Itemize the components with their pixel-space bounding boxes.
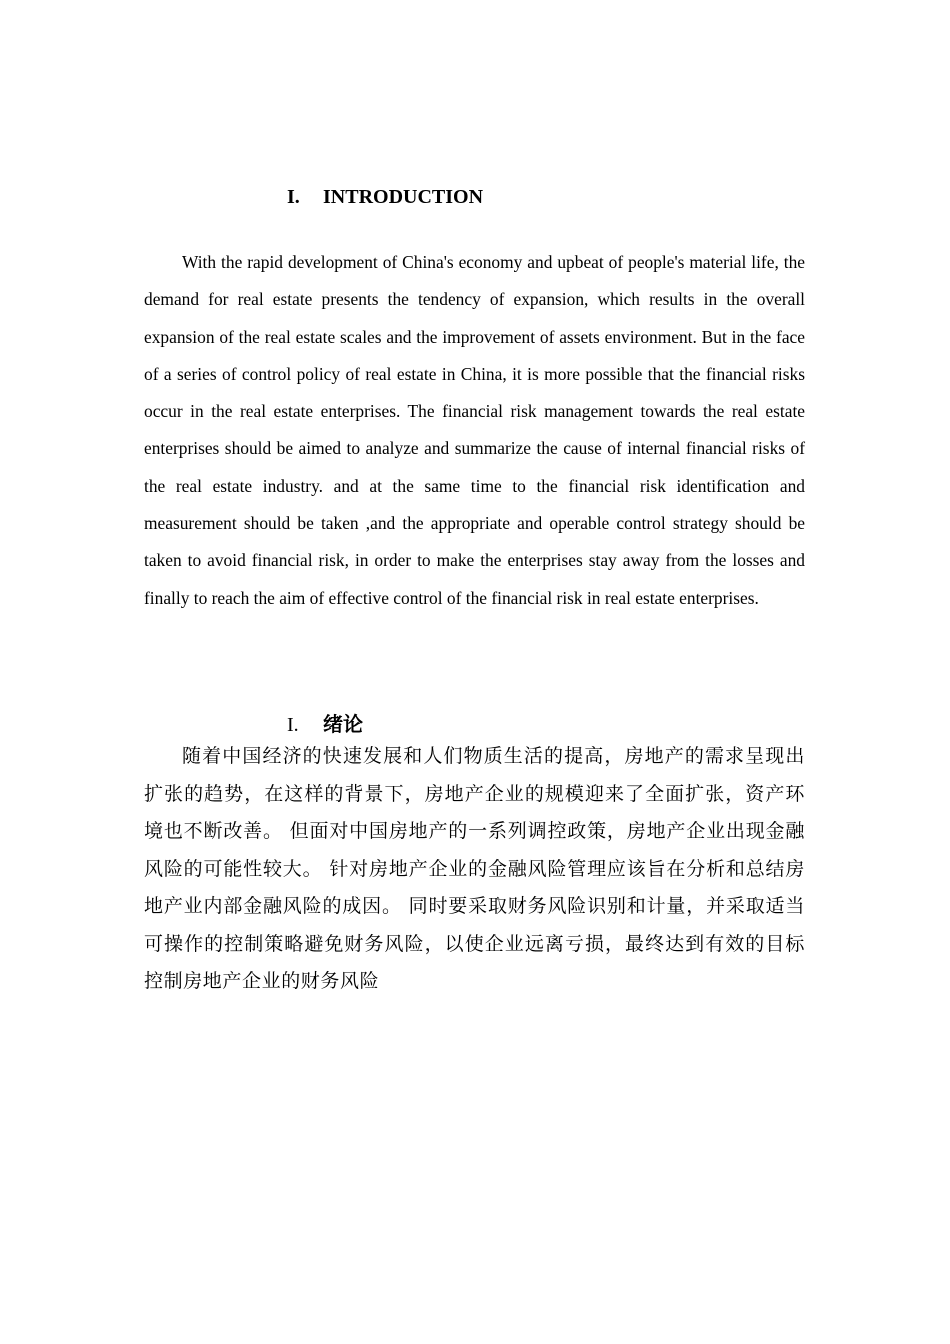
chinese-section-number: I. — [287, 714, 299, 736]
chinese-section-heading — [287, 708, 363, 737]
chinese-section-title: 绪论 — [323, 714, 363, 736]
chinese-body-paragraph: 随着中国经济的快速发展和人们物质生活的提高，房地产的需求呈现出扩张的趋势，在这样的背景下，房地产企业的规模迎来了全面扩张，资产环境也不断改善。 但面对中国房地产的一系列调控政策，房地产企业出现金融风险的可能性较大。 针对房地产企业的金融风险管理应该旨在分析和总结房地产业内部金融风险的成因。 同时要采取财务风险识别和计量，并采取适当可操作的控制策略避免财务风险，以使企业远离亏损，最终达到有效的目标 控制房地产企业的财务风险 — [144, 745, 805, 992]
english-body-paragraph: With the rapid development of China's economy and upbeat of people's material life, the demand for real estate presents the tendency of expansion, which results in the overall expansion of the real estate scales and the improvement of assets environment. But in the face of a series of control policy of real estate in China, it is more possible that the financial risks occur in the real estate enterprises. The financial risk management towards the real estate enterprises should be aimed to analyze and summarize the cause of internal financial risks of the real estate industry. and at the same time to the financial risk identification and measurement should be taken ,and the appropriate and operable control strategy should be taken to avoid financial risk, in order to make the enterprises stay away from the losses and finally to reach the aim of effective control of the financial risk in real estate enterprises. — [144, 252, 805, 608]
english-section-title: INTRODUCTION — [323, 186, 484, 208]
english-section-heading — [287, 186, 483, 209]
english-section-number: I. — [287, 186, 300, 208]
